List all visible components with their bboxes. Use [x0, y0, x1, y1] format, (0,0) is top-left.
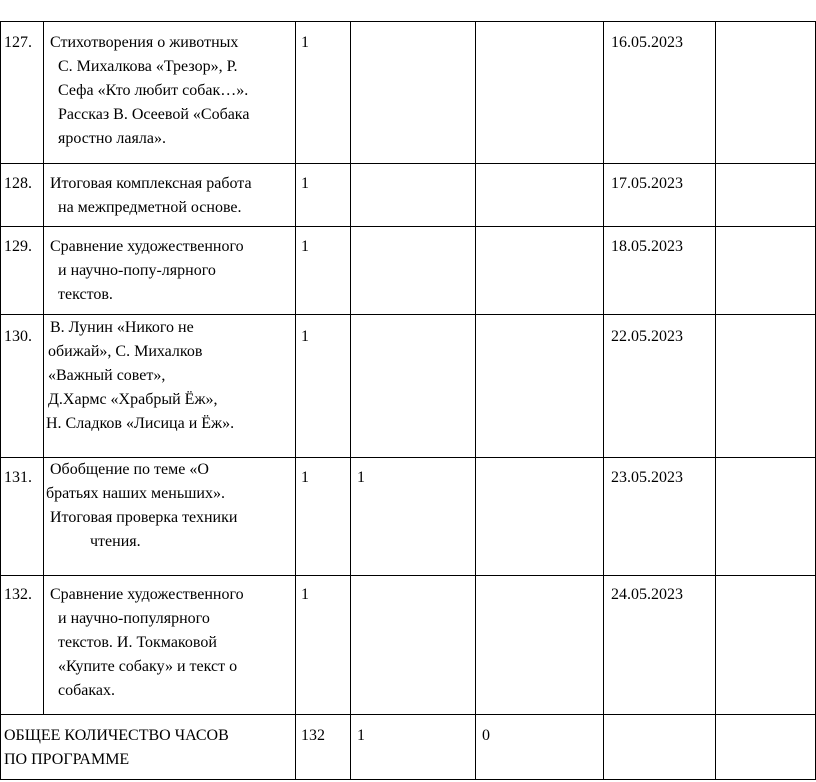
topic-line: и научно-популярного	[58, 610, 210, 627]
topic-line: обижай», С. Михалков	[48, 343, 203, 360]
date-value: 18.05.2023	[611, 238, 683, 255]
lesson-topic	[46, 458, 237, 554]
date-value: 22.05.2023	[611, 328, 683, 345]
total-label-line: ОБЩЕЕ КОЛИЧЕСТВО ЧАСОВ	[4, 727, 229, 744]
hours-value: 1	[301, 328, 309, 345]
hours-value: 1	[301, 469, 309, 486]
lesson-topic	[50, 31, 249, 151]
row-number: 127.	[4, 34, 32, 51]
row-number: 131.	[4, 469, 32, 486]
total-hours: 132	[301, 727, 325, 744]
total-label-line: ПО ПРОГРАММЕ	[4, 751, 130, 768]
topic-line: и научно-попу-лярного	[58, 262, 216, 279]
col-border	[475, 21, 476, 780]
date-value: 16.05.2023	[611, 34, 683, 51]
col-border	[0, 21, 1, 780]
row-border	[0, 226, 816, 227]
row-number: 130.	[4, 328, 32, 345]
date-value: 23.05.2023	[611, 469, 683, 486]
topic-line: Сравнение художественного	[50, 238, 244, 255]
row-border	[0, 163, 816, 164]
topic-line: «Купите собаку» и текст о	[58, 658, 238, 675]
row-border-bottom	[0, 779, 816, 780]
topic-line: братьях наших меньших».	[46, 485, 225, 502]
topic-line: Итоговая комплексная работа	[50, 175, 252, 192]
date-value: 17.05.2023	[611, 175, 683, 192]
col-border	[350, 21, 351, 780]
control-value: 1	[357, 469, 365, 486]
topic-line: «Важный совет»,	[48, 367, 166, 384]
row-number: 129.	[4, 238, 32, 255]
lesson-topic	[46, 316, 234, 436]
topic-line: яростно лаяла».	[58, 130, 166, 147]
row-border	[0, 314, 816, 315]
lesson-topic	[50, 583, 244, 703]
topic-line: С. Михалкова «Трезор», Р.	[58, 58, 238, 75]
row-number: 132.	[4, 586, 32, 603]
col-border	[295, 21, 296, 780]
topic-line: Стихотворения о животных	[50, 34, 239, 51]
col-border	[43, 21, 44, 715]
row-border-top	[0, 21, 816, 22]
total-label	[4, 724, 229, 772]
topic-line: чтения.	[90, 533, 141, 550]
row-border	[0, 575, 816, 576]
topic-line: Сравнение художественного	[50, 586, 244, 603]
hours-value: 1	[301, 586, 309, 603]
lesson-topic	[50, 235, 244, 307]
topic-line: В. Лунин «Никого не	[50, 319, 194, 336]
hours-value: 1	[301, 34, 309, 51]
topic-line: собаках.	[58, 682, 115, 699]
topic-line: Сефа «Кто любит собак…».	[58, 82, 249, 99]
topic-line: Н. Сладков «Лисица и Ёж».	[46, 415, 235, 432]
topic-line: текстов.	[58, 286, 113, 303]
col-border	[715, 21, 716, 780]
topic-line: текстов. И. Токмаковой	[58, 634, 217, 651]
lesson-topic	[50, 172, 252, 220]
topic-line: Д.Хармс «Храбрый Ёж»,	[48, 391, 218, 408]
topic-line: на межпредметной основе.	[58, 199, 242, 216]
topic-line: Рассказ В. Осеевой «Собака	[58, 106, 250, 123]
date-value: 24.05.2023	[611, 586, 683, 603]
total-control: 1	[357, 727, 365, 744]
col-border	[603, 21, 604, 780]
row-number: 128.	[4, 175, 32, 192]
topic-line: Обобщение по теме «О	[50, 461, 209, 478]
hours-value: 1	[301, 175, 309, 192]
topic-line: Итоговая проверка техники	[50, 509, 238, 526]
total-extra: 0	[482, 727, 490, 744]
row-border	[0, 714, 816, 715]
hours-value: 1	[301, 238, 309, 255]
